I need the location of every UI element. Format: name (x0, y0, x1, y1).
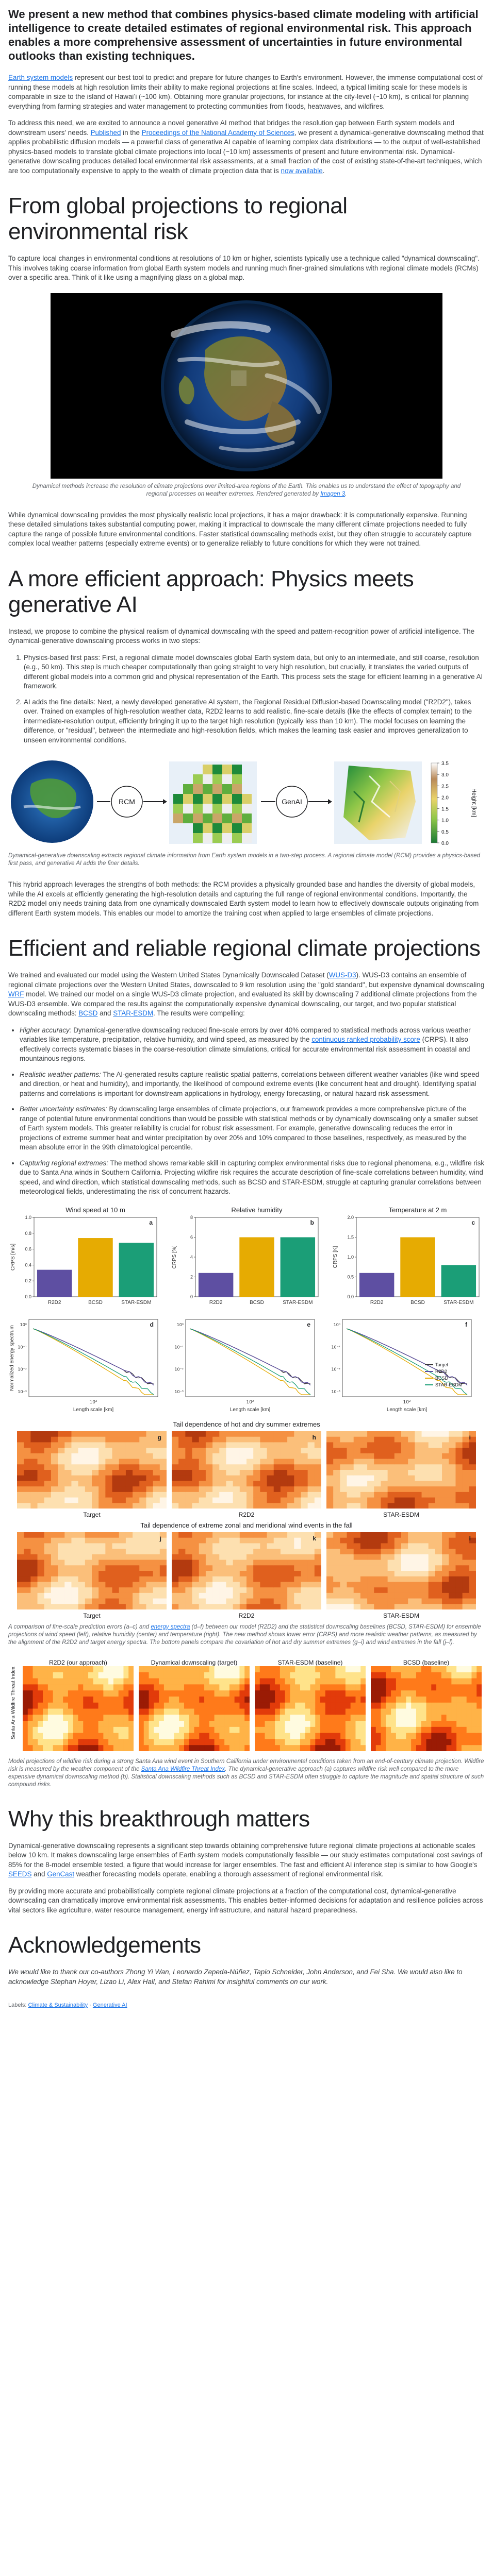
crps-link[interactable]: continuous ranked probability score (311, 1036, 420, 1043)
y-tick-label: 2 (190, 1274, 193, 1279)
bar (119, 1243, 154, 1297)
energy-spectra-charts (8, 1314, 485, 1417)
y-tick-label: 0.2 (25, 1278, 31, 1283)
legend-entry: Target (435, 1362, 449, 1367)
x-tick-label: R2D2 (370, 1299, 384, 1306)
section1-paragraph-2: While dynamical downscaling provides the most physically realistic local projections, it has a major drawback: it is computationally expensive. Running these detailed simulations takes substantial computing power, making it impractical to downscale the many different climate projections needed to fully capture the range of possible future environmental conditions. Faster statistical downscaling methods exist, but they often struggle to accurately capture complex local weather patterns (especially extreme events) or to generalize reliably to future conditions for which they were not trained. (8, 511, 472, 547)
x-axis-label: Length scale [km] (73, 1406, 114, 1413)
y-tick-label: 0.8 (25, 1230, 31, 1236)
tail-map-r2d2: h R2D2 (172, 1431, 321, 1518)
now-available-link[interactable]: now available (281, 166, 323, 175)
earth-image (51, 293, 442, 479)
labels-row: Labels: Climate & Sustainability · Generative AI (8, 2002, 127, 2008)
y-tick-label: 10⁻³ (331, 1389, 340, 1394)
bar (199, 1273, 233, 1296)
earth-system-models-link[interactable]: Earth system models (8, 74, 73, 81)
label-climate-link[interactable]: Climate & Sustainability (28, 2002, 88, 2008)
section2-paragraph-1: Instead, we propose to combine the physical realism of dynamical downscaling with the speed and pattern-recognition power of artificial intelligence. The dynamical-generative downscaling process works in two steps: (8, 627, 475, 645)
result-accuracy: • Higher accuracy: Dynamical-generative downscaling reduced fine-scale errors by over 40% compared to statistical methods across various weather variables like temperature, precipitation, relative humidity, and wind speed, as measured by the continuous ranked probability score (CRPS). It also effectively corrects systematic biases in the coarse-resolution climate simulations, critical for accurate environmental risk assessment in coastal and mountainous regions. (20, 1026, 485, 1064)
y-tick-label: 10⁰ (176, 1322, 184, 1327)
y-tick-label: 2.0 (347, 1214, 354, 1220)
tail-map-target: g Target (17, 1431, 167, 1518)
santa-ana-link[interactable]: Santa Ana Wildfire Threat Index (141, 1766, 225, 1772)
y-axis-label: CRPS [%] (171, 1245, 177, 1269)
section3-paragraph-1: We trained and evaluated our model using the Western United States Dynamically Downscaled Dataset (WUS-D3). WUS-D3 contains an ensemble of regional climate projections over the Western United States, downscaled to 9 km resolution using the "gold standard", but expensive dynamical downscaling WRF model. We trained our model on a single WUS-D3 climate projection, and evaluated its skill by downscaling 7 additional climate projections from the WUS-D3 ensemble. We compared the results against the computationally expensive dynamical downscaling, our target, and two popular statistical downscaling methods: BCSD and STAR-ESDM. The results were compelling: (8, 971, 485, 1017)
wildfire-map-bcsd: BCSD (baseline) (371, 1659, 482, 1754)
wildfire-map-target: Dynamical downscaling (target) (139, 1659, 250, 1754)
y-tick-label: 0.0 (347, 1294, 354, 1299)
bar (441, 1265, 476, 1297)
spectrum-line (190, 1329, 310, 1395)
y-tick-label: 10⁻³ (18, 1389, 27, 1394)
section-heading-acknowledgements: Acknowledgements (8, 1933, 201, 1958)
y-axis-label: CRPS [K] (333, 1246, 339, 1268)
panel-letter: c (471, 1218, 475, 1226)
wildfire-ylabel: Santa Ana Wildfire Threat Index (10, 1666, 17, 1739)
x-tick-label: R2D2 (47, 1299, 61, 1306)
y-tick-label: 10⁻¹ (18, 1344, 27, 1349)
tail-wind-maps (8, 1532, 485, 1619)
y-tick-label: 10⁰ (20, 1322, 27, 1327)
section1-paragraph-1: To capture local changes in environmental conditions at resolutions of 10 km or higher, scientists typically use a technique called "dynamical downscaling". This involves taking coarse information from global Earth system models and running much finer-grained simulations with regional climate models (RCMs) over a specific area. Think of it like using a magnifying glass on a global map. (8, 255, 480, 281)
bcsd-link[interactable]: BCSD (78, 1009, 98, 1017)
bar (280, 1237, 315, 1297)
acknowledgements-text: We would like to thank our co-authors Zhong Yi Wan, Leonardo Zepeda-Núñez, Tapio Schneider, John Anderson, and Fei Sha. We would also like to acknowledge Stephan Hoyer, Lizao Li, Alex Hall, and Stefan Rahimi for insightful comments on our work. (8, 1968, 463, 1986)
y-tick-label: 8 (190, 1214, 193, 1220)
tail-wind-title: Tail dependence of extreme zonal and meridional wind events in the fall (140, 1521, 353, 1529)
section4-paragraph-2: By providing more accurate and probabilistically complete regional climate projections at a fraction of the computational cost, dynamical-generative downscaling can dramatically improve environmental risk assessments. This enables better-informed decisions for adaptation and resilience policies across vital sectors like agriculture, water resource management, energy infrastructure, and natural hazard preparedness. (8, 1887, 483, 1914)
crps-chart-humidity (170, 1204, 324, 1312)
wrf-link[interactable]: WRF (8, 990, 24, 998)
tail-hot-dry-maps (8, 1431, 485, 1518)
colorbar-tick: 2.5 (441, 784, 449, 790)
bar-chart-title: Wind speed at 10 m (65, 1206, 125, 1214)
article (0, 7, 493, 2008)
gencast-link[interactable]: GenCast (47, 1870, 75, 1878)
legend-entry: STAR-ESDM (435, 1382, 463, 1387)
panel-letter: d (150, 1320, 154, 1328)
colorbar-tick: 0.0 (441, 841, 449, 846)
x-axis-label: Length scale [km] (386, 1406, 428, 1413)
colorbar-tick: 2.0 (441, 795, 449, 801)
crps-bar-charts (8, 1204, 485, 1312)
wind-map-star-esdm: l STAR-ESDM (326, 1532, 476, 1619)
result-uncertainty: • Better uncertainty estimates: By downscaling large ensembles of climate projections, our framework provides a more comprehensive picture of the range of potential future environmental conditions than would be possible with statistical methods or by dynamically downscaling only a smaller subset of Earth system models. This greater reliability is crucial for robust risk assessment. For example, generative downscaling reduces the error in projections of extreme summer heat and winter precipitation by over 20% and 10% compared to those baselines, respectively, as measured by the mean absolute error in the 99th climatological percentile. (20, 1105, 485, 1153)
panel-letter: a (149, 1218, 153, 1226)
colorbar-label: Height [km] (471, 788, 477, 817)
downscaling-flow-figure (8, 755, 485, 848)
colorbar-tick: 3.5 (441, 761, 449, 767)
imagen-link[interactable]: Imagen 3 (320, 490, 346, 497)
intro-paragraph-2: To address this need, we are excited to announce a novel generative AI method that bridges the resolution gap between Earth system models and downstream users' needs. Published in the Proceedings of the National Academy of Sciences, we present a dynamical-generative downscaling method that applies probabilistic diffusion models — a powerful class of generative AI capable of learning complex data distributions — to the output of well-established physics-based models to translate global climate projections into local (~10 km) assessments of present and future environmental risk. Dynamical-generative downscaling produces detailed local environmental risk assessments, at a small fraction of the cost of existing state-of-the-art techniques, which are too computationally expensive to apply to the wealth of climate projection data that is now available. (8, 119, 484, 175)
section-heading-why-matters: Why this breakthrough matters (8, 1806, 310, 1832)
y-tick-label: 0.0 (25, 1294, 31, 1299)
flow-caption: Dynamical-generative downscaling extracts regional climate information from Earth system models in a two-step process. A regional climate model (RCM) provides a physics-based first pass, and generative AI adds the finer details. (8, 853, 481, 867)
wind-map-r2d2: k R2D2 (172, 1532, 321, 1619)
downscaling-flow-svg (8, 755, 483, 848)
x-tick-label: STAR-ESDM (121, 1299, 152, 1306)
article-lede: We present a new method that combines physics-based climate modeling with artificial intelligence to create detailed estimates of regional environmental risk. This approach enables a more comprehensive assessment of uncertainties in future environmental outlooks than existing techniques. (8, 8, 479, 62)
panel-letter: b (310, 1218, 314, 1226)
panel-letter: l (469, 1534, 471, 1542)
panel-letter: k (313, 1534, 316, 1542)
results-list (8, 1026, 485, 1197)
bar (78, 1238, 112, 1297)
x-tick-label: 10² (89, 1399, 97, 1405)
y-tick-label: 10⁻³ (174, 1389, 184, 1394)
section-heading-global-projections: From global projections to regional environmental risk (8, 193, 348, 244)
crps-chart-wind (8, 1204, 162, 1312)
wus-d3-link[interactable]: WUS-D3 (328, 971, 356, 979)
y-tick-label: 10⁻² (174, 1367, 184, 1372)
y-tick-label: 10⁻¹ (174, 1344, 184, 1349)
energy-spectra-link[interactable]: energy spectra (151, 1623, 190, 1630)
y-tick-label: 1.5 (347, 1234, 354, 1240)
panel-letter: e (307, 1320, 310, 1328)
bar (239, 1237, 274, 1297)
y-tick-label: 0.6 (25, 1246, 31, 1252)
x-tick-label: BCSD (249, 1299, 264, 1306)
legend-entry: R2D2 (435, 1368, 448, 1374)
step-1: 1. Physics-based first pass: First, a regional climate model downscales global Earth system data, but only to an intermediate, and still coarse, resolution (e.g., 50 km). This step is much cheaper computationally than going straight to very high resolution, but crucially, it translates the varied outputs of different global models into a common grid and physical representation of the Earth. This process sets the stage for efficient learning in a generative AI framework. (24, 653, 485, 691)
y-tick-label: 10⁻² (331, 1367, 340, 1372)
wildfire-map-star-esdm: STAR-ESDM (baseline) (255, 1659, 366, 1754)
seeds-link[interactable]: SEEDS (8, 1870, 32, 1878)
genai-label: GenAI (282, 798, 302, 806)
coarse-terrain-map (169, 761, 257, 844)
x-tick-label: BCSD (88, 1299, 103, 1306)
y-tick-label: 0.5 (347, 1274, 354, 1279)
y-tick-label: 0 (190, 1294, 193, 1299)
colorbar-tick: 3.0 (441, 772, 449, 778)
bar-chart-title: Temperature at 2 m (388, 1206, 447, 1214)
x-tick-label: R2D2 (209, 1299, 223, 1306)
figure3-caption: A comparison of fine-scale prediction errors (a–c) and energy spectra (d–f) between our model (R2D2) and the statistical downscaling baselines (BCSD, STAR-ESDM) for ensemble projections of wind speed (left), relative humidity (center) and temperature (right). The new method shows lower error (CRPS) and more realistic weather patterns, as measured by the alignment of the R2D2 and target energy spectra. The bottom panels compare the covariation of hot and dry summer extremes (g–i) and wind extremes in the fall (j–l). (8, 1623, 481, 1646)
panel-letter: j (159, 1534, 161, 1542)
spectra-ylabel: Normalized energy spectrum (9, 1325, 15, 1391)
panel-letter: g (157, 1433, 161, 1441)
section-heading-efficient-reliable: Efficient and reliable regional climate projections (8, 936, 481, 961)
y-tick-label: 10⁻² (18, 1367, 27, 1372)
y-tick-label: 10⁰ (333, 1322, 340, 1327)
bar-chart-title: Relative humidity (231, 1206, 283, 1214)
x-tick-label: 10² (403, 1399, 411, 1405)
energy-spectra-svg (8, 1314, 485, 1417)
wildfire-caption: Model projections of wildfire risk during a strong Santa Ana wind event in Southern California under environmental conditions taken from an end-of-century climate projection. Wildfire risk is measured by the weather component of the Santa Ana Wildfire Threat Index. The dynamical-generative approach (a) captures wildfire risk well compared to the more expensive dynamical downscaling method (b). Statistical downscaling methods such as BCSD and STAR-ESDM often struggle to capture the magnitude and spatial structure of such compound risks. (8, 1758, 484, 1788)
spectrum-line (33, 1329, 154, 1395)
rcm-label: RCM (119, 798, 135, 806)
published-link[interactable]: Published (90, 128, 121, 137)
y-tick-label: 10⁻¹ (331, 1344, 340, 1349)
height-colorbar (431, 761, 477, 846)
panel-letter: f (465, 1320, 467, 1328)
section-heading-efficient-approach: A more efficient approach: Physics meets generative AI (8, 566, 414, 617)
colorbar-tick: 1.5 (441, 806, 449, 812)
step-2: 2. AI adds the fine details: Next, a newly developed generative AI system, the Regional Residual Diffusion-based Downscaling model ("R2D2"), takes over. Trained on examples of high-resolution weather data, R2D2 learns to add realistic, fine-scale details (like the effects of complex terrain) to the intermediate-resolution output, efficiently bringing it up to the target high resolution (typically less than 10 km). The model focuses on learning the difference, or "residual", between the intermediate and high-resolution fields, which makes the learning task easier and improves generalization to unseen environmental conditions. (24, 698, 485, 745)
y-tick-label: 4 (190, 1254, 193, 1260)
tail-hot-dry-title: Tail dependence of hot and dry summer extremes (173, 1420, 320, 1428)
fine-terrain-map (334, 761, 422, 844)
result-extremes: • Capturing regional extremes: The method shows remarkable skill in capturing complex environmental risks due to regional phenomena, e.g., wildfire risk due to Santa Ana winds in Southern California. Projecting wildfire risk requires the accurate description of fine-scale correlations between humidity, wind speed, and wind direction, which statistical downscaling methods, such as BCSD and STAR-ESDM, struggle at capturing granular correlations between meteorological fields, underestimating the risk of concurrent hazards. (20, 1159, 485, 1197)
intro-paragraph-1: Earth system models represent our best tool to predict and prepare for future changes to Earth's environment. However, the immense computational cost of running these models at high resolution limits their ability to make regional projections at fine scales. Indeed, a typical limiting scale for these models is comparable in size to the island of Hawaiʻi (~100 km). Obtaining more granular projections, for instance at the city-level (~10 km), is critical for planning everything from farming strategies and water management to protecting communities from floods, heatwaves, and wildfires. (8, 74, 483, 110)
star-esdm-link[interactable]: STAR-ESDM (113, 1009, 154, 1017)
wildfire-maps (8, 1659, 485, 1754)
colorbar-tick: 0.5 (441, 829, 449, 835)
wildfire-map-r2d2: R2D2 (our approach) (23, 1659, 134, 1754)
colorbar-tick: 1.0 (441, 818, 449, 824)
steps-list (8, 653, 485, 745)
y-axis-label: CRPS [m/s] (10, 1243, 16, 1270)
earth-figure (8, 293, 485, 479)
x-tick-label: STAR-ESDM (282, 1299, 313, 1306)
legend-entry: BCSD (435, 1375, 449, 1381)
earth-caption: Dynamical methods increase the resolution of climate projections over limited-area regions of the Earth. This enables us to understand the effect of topography and regional processes on weather extremes. Rendered generated by Imagen 3. (32, 483, 461, 497)
panel-letter: h (312, 1433, 316, 1441)
y-tick-label: 0.4 (25, 1262, 31, 1267)
section2-paragraph-2: This hybrid approach leverages the strengths of both methods: the RCM provides a physically grounded base and handles the diversity of global models, while the AI excels at efficiently generating the high-resolution details and capturing the full range of regional environmental conditions. Importantly, the R2D2 model only needs training data from one dynamically downscaled Earth system model to learn how to effectively downscale outputs originating from different Earth system models. This enables our model to amortize the training cost when applied to large ensembles of climate projections. (8, 880, 479, 917)
x-tick-label: BCSD (410, 1299, 425, 1306)
bar (401, 1237, 435, 1297)
crps-chart-temperature (331, 1204, 485, 1312)
wind-map-target: j Target (17, 1532, 167, 1619)
x-axis-label: Length scale [km] (229, 1406, 271, 1413)
x-tick-label: 10² (246, 1399, 254, 1405)
result-patterns: • Realistic weather patterns: The AI-generated results capture realistic spatial patterns, correlations between different weather variables (like wind speed and direction, or heat and humidity), and importantly, the likelihood of compound extreme events (like concurrent heat and drought). Identifying spatial patterns and correlations is important for downstream applications in hydrology, energy forecasting, or natural hazard risk assessment. (20, 1070, 485, 1099)
pnas-link[interactable]: Proceedings of the National Academy of Sciences (141, 128, 294, 137)
y-tick-label: 1.0 (25, 1214, 31, 1220)
y-tick-label: 1.0 (347, 1254, 354, 1260)
y-tick-label: 6 (190, 1234, 193, 1240)
tail-map-star-esdm: i STAR-ESDM (326, 1431, 476, 1518)
label-genai-link[interactable]: Generative AI (92, 2002, 127, 2008)
panel-letter: i (469, 1433, 471, 1441)
x-tick-label: STAR-ESDM (443, 1299, 474, 1306)
bar (359, 1273, 394, 1296)
bar (37, 1269, 72, 1296)
section4-paragraph-1: Dynamical-generative downscaling represents a significant step towards obtaining comprehensive future regional climate projections at actionable scales below 10 km. It makes downscaling large ensembles of Earth system models computationally feasible — our study estimates computational cost savings of 85% for the 8-model ensemble tested, a figure that would increase for larger ensembles. The fast and efficient AI inference step is similar to how Google's SEEDS and GenCast weather forecasting models operate, enabling a thorough assessment of regional environmental risk. (8, 1841, 483, 1878)
